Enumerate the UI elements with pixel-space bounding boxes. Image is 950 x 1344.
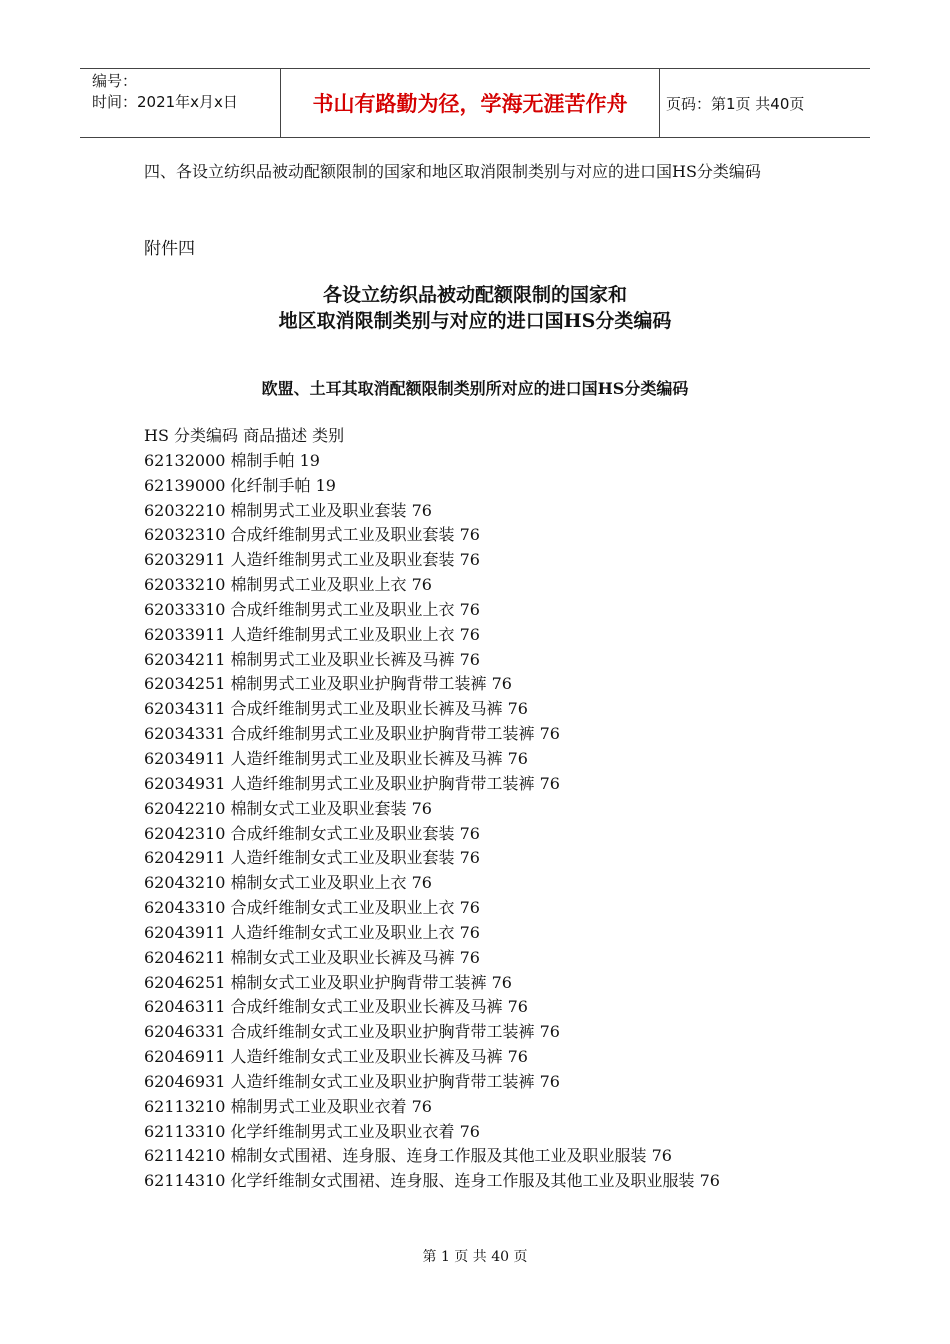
list-item: 62113210 棉制男式工业及职业衣着 76 <box>144 1096 432 1116</box>
list-item: 62043210 棉制女式工业及职业上衣 76 <box>144 873 432 893</box>
list-item: 62113310 化学纤维制男式工业及职业衣着 76 <box>144 1121 480 1141</box>
list-item: 62034331 合成纤维制男式工业及职业护胸背带工装裤 76 <box>144 724 560 744</box>
document-time-label: 时间：2021年x月x日 <box>92 93 238 111</box>
list-item: 62034311 合成纤维制男式工业及职业长裤及马裤 76 <box>144 699 528 719</box>
page-header <box>80 68 870 138</box>
list-item: 62043911 人造纤维制女式工业及职业上衣 76 <box>144 922 480 942</box>
list-item: 62032210 棉制男式工业及职业套装 76 <box>144 500 432 520</box>
list-item: 62034211 棉制男式工业及职业长裤及马裤 76 <box>144 649 480 669</box>
document-number-label: 编号： <box>92 72 138 90</box>
intro-paragraph: 四、各设立纺织品被动配额限制的国家和地区取消限制类别与对应的进口国HS分类编码 <box>144 162 761 181</box>
list-item: 62046211 棉制女式工业及职业长裤及马裤 76 <box>144 947 480 967</box>
list-item: 62043310 合成纤维制女式工业及职业上衣 76 <box>144 898 480 918</box>
header-meta <box>80 69 280 137</box>
list-item: 62139000 化纤制手帕 19 <box>144 475 336 495</box>
list-item: 62032911 人造纤维制男式工业及职业套装 76 <box>144 550 480 570</box>
list-item: 62042911 人造纤维制女式工业及职业套装 76 <box>144 848 480 868</box>
list-item: 62033911 人造纤维制男式工业及职业上衣 76 <box>144 624 480 644</box>
list-item: 62046311 合成纤维制女式工业及职业长裤及马裤 76 <box>144 997 528 1017</box>
list-item: 62046911 人造纤维制女式工业及职业长裤及马裤 76 <box>144 1047 528 1067</box>
list-item: 62034911 人造纤维制男式工业及职业长裤及马裤 76 <box>144 748 528 768</box>
doc-subtitle: 欧盟、土耳其取消配额限制类别所对应的进口国HS分类编码 <box>261 379 689 398</box>
header-motto: 书山有路勤为径，学海无涯苦作舟 <box>280 69 660 137</box>
list-item: 62114310 化学纤维制女式围裙、连身服、连身工作服及其他工业及职业服装 76 <box>144 1171 720 1191</box>
list-item: 62046331 合成纤维制女式工业及职业护胸背带工装裤 76 <box>144 1022 560 1042</box>
hs-code-list <box>144 424 804 1194</box>
list-item: 62132000 棉制手帕 19 <box>144 450 320 470</box>
list-item: 62033210 棉制男式工业及职业上衣 76 <box>144 575 432 595</box>
doc-title-line-2: 地区取消限制类别与对应的进口国HS分类编码 <box>278 310 672 332</box>
page-footer: 第 1 页 共 40 页 <box>422 1249 528 1265</box>
list-item: 62042210 棉制女式工业及职业套装 76 <box>144 798 432 818</box>
list-item: 62114210 棉制女式围裙、连身服、连身工作服及其他工业及职业服装 76 <box>144 1146 672 1166</box>
list-item: 62046251 棉制女式工业及职业护胸背带工装裤 76 <box>144 972 512 992</box>
annex-label: 附件四 <box>144 239 195 259</box>
list-item: 62034931 人造纤维制男式工业及职业护胸背带工装裤 76 <box>144 773 560 793</box>
list-item: 62042310 合成纤维制女式工业及职业套装 76 <box>144 823 480 843</box>
list-item: 62033310 合成纤维制男式工业及职业上衣 76 <box>144 599 480 619</box>
list-item: 62034251 棉制男式工业及职业护胸背带工装裤 76 <box>144 674 512 694</box>
header-page-label: 页码：第1页 共40页 <box>666 94 805 113</box>
list-item: 62046931 人造纤维制女式工业及职业护胸背带工装裤 76 <box>144 1071 560 1091</box>
doc-title-line-1: 各设立纺织品被动配额限制的国家和 <box>322 284 627 306</box>
list-item: 62032310 合成纤维制男式工业及职业套装 76 <box>144 525 480 545</box>
list-header-row: HS 分类编码 商品描述 类别 <box>144 426 345 445</box>
